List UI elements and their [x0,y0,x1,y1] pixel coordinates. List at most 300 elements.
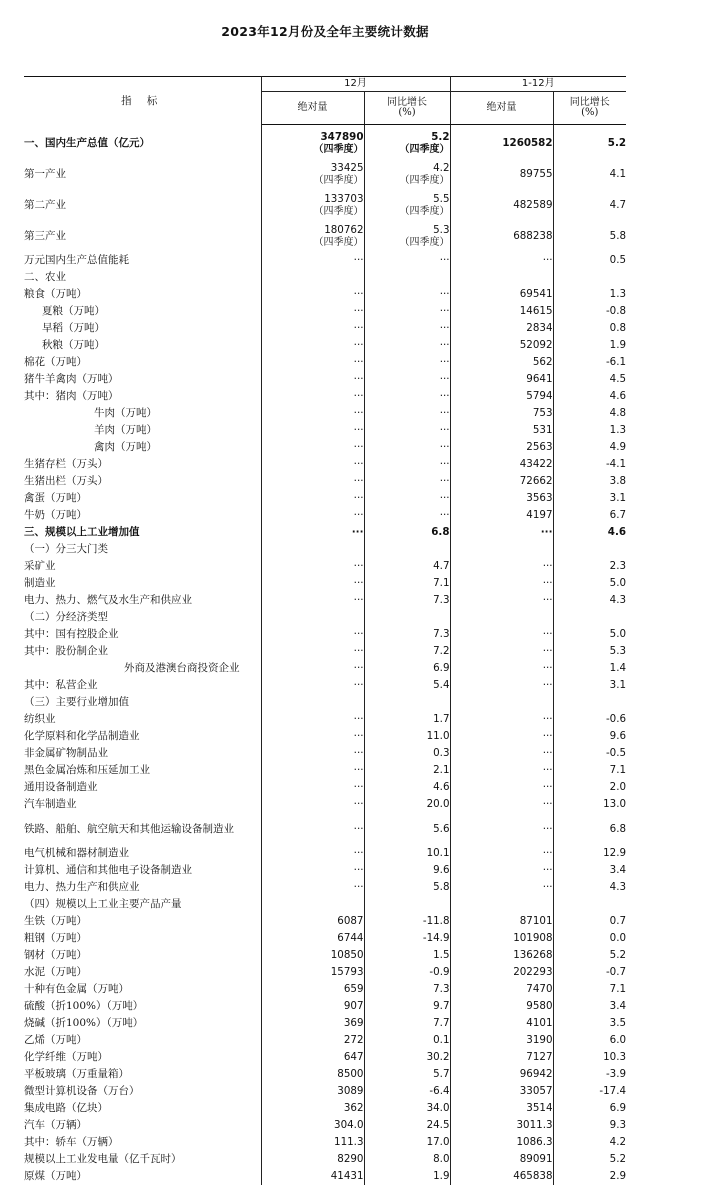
ytd-yoy-cell: 9.6 [609,730,627,743]
month-abs-cell: ··· [261,879,364,896]
ytd-yoy-cell: 5.0 [609,628,627,641]
table-row [24,981,626,998]
quarter-note: （四季度） [399,205,450,217]
month-abs-cell [261,269,364,286]
table-row [24,1134,626,1151]
ytd-yoy-cell: 4.3 [609,594,627,607]
month-abs-cell: 659 [261,981,364,998]
quarter-note: （四季度） [399,236,450,248]
ytd-yoy-cell: 12.9 [603,847,627,860]
ytd-abs-cell: ··· [450,728,553,745]
row-label: 黑色金属冶炼和压延加工业 [24,762,261,779]
row-label: 化学纤维（万吨） [24,1049,261,1066]
month-abs-cell: 8290 [261,1151,364,1168]
table-row [24,1083,626,1100]
month-yoy-cell [364,269,450,286]
month-abs-cell: ··· [261,592,364,609]
header-indicator: 指 标 [24,77,261,125]
ytd-yoy-cell: 4.7 [609,199,627,212]
row-label: 十种有色金属（万吨） [24,981,261,998]
table-row [24,896,626,913]
table-row [24,337,626,354]
row-label: 生铁（万吨） [24,913,261,930]
row-label: 第一产业 [24,159,261,190]
ytd-abs-cell: 69541 [450,286,553,303]
ytd-abs-cell: ··· [450,845,553,862]
ytd-yoy-cell: -6.1 [605,356,627,369]
ytd-yoy-cell: 2.0 [609,781,627,794]
month-yoy-cell: ··· [364,252,450,269]
table-row [24,159,626,190]
month-abs-cell: ··· [261,711,364,728]
row-label: 粮食（万吨） [24,286,261,303]
row-label: 二、农业 [24,269,261,286]
table-row [24,694,626,711]
month-abs-cell: ··· [261,320,364,337]
month-abs-cell: 362 [261,1100,364,1117]
table-row [24,796,626,813]
month-abs-cell: ··· [261,862,364,879]
month-yoy-cell: ··· [364,422,450,439]
month-yoy-cell [364,609,450,626]
ytd-yoy-cell: 5.3 [609,645,627,658]
ytd-abs-cell: 136268 [450,947,553,964]
ytd-yoy-cell: 3.8 [609,475,627,488]
month-abs-cell: ··· [261,507,364,524]
table-row [24,609,626,626]
month-abs-cell: 111.3 [261,1134,364,1151]
month-abs-cell: 272 [261,1032,364,1049]
ytd-abs-cell: 531 [450,422,553,439]
month-abs-cell: ··· [261,490,364,507]
month-yoy-cell: 17.0 [364,1134,450,1151]
row-label: 制造业 [24,575,261,592]
month-abs-cell: ··· [261,524,364,541]
row-label: 汽车制造业 [24,796,261,813]
month-yoy-cell: 7.1 [364,575,450,592]
table-row [24,405,626,422]
month-yoy-cell: 9.6 [364,862,450,879]
month-yoy-cell: ··· [364,456,450,473]
ytd-abs-cell: ··· [450,745,553,762]
month-abs-cell: 907 [261,998,364,1015]
ytd-abs-cell: ··· [450,796,553,813]
row-label: 硫酸（折100%）（万吨） [24,998,261,1015]
row-label: 其中：国有控股企业 [24,626,261,643]
ytd-yoy-cell: 7.1 [609,764,627,777]
ytd-yoy-cell: 3.1 [609,679,627,692]
ytd-abs-cell: 3011.3 [450,1117,553,1134]
ytd-yoy-cell: -3.9 [605,1068,627,1081]
ytd-abs-cell [450,269,553,286]
month-yoy-cell: 7.7 [364,1015,450,1032]
table-row [24,964,626,981]
month-abs-cell: ··· [261,796,364,813]
ytd-abs-cell: ··· [450,252,553,269]
ytd-yoy-cell: 0.0 [609,932,627,945]
month-yoy-cell: 1.7 [364,711,450,728]
ytd-yoy-cell: 4.6 [607,526,627,539]
ytd-yoy-cell: 4.3 [609,881,627,894]
header-month: 12月 [261,77,450,92]
row-label: 其中：私营企业 [24,677,261,694]
month-yoy-cell [364,896,450,913]
ytd-abs-cell: 2563 [450,439,553,456]
quarter-note: （四季度） [399,174,450,186]
table-row [24,541,626,558]
month-yoy-cell: ··· [364,320,450,337]
row-label: 通用设备制造业 [24,779,261,796]
row-label: 羊肉（万吨） [24,422,261,439]
table-row [24,286,626,303]
ytd-abs-cell: ··· [450,575,553,592]
statistics-table [24,76,626,1185]
row-label: 电气机械和器材制造业 [24,845,261,862]
month-abs-cell: ··· [261,660,364,677]
month-yoy-cell: 5.7 [364,1066,450,1083]
row-label: 非金属矿物制品业 [24,745,261,762]
table-row [24,439,626,456]
month-yoy-cell: 10.1 [364,845,450,862]
row-label: 粗钢（万吨） [24,930,261,947]
table-row [24,575,626,592]
month-abs-cell: ··· [261,286,364,303]
month-abs-cell: ··· [261,779,364,796]
row-label: 禽蛋（万吨） [24,490,261,507]
month-abs-cell: ··· [261,745,364,762]
ytd-yoy-cell: 10.3 [603,1051,627,1064]
month-abs-cell: 41431 [261,1168,364,1185]
month-abs-cell: ··· [261,813,364,845]
table-row [24,1015,626,1032]
row-label: 其中：股份制企业 [24,643,261,660]
ytd-abs-cell: 753 [450,405,553,422]
table-row [24,728,626,745]
ytd-yoy-cell: 4.5 [609,373,627,386]
month-abs-cell: ··· [261,677,364,694]
ytd-yoy-cell: 0.7 [609,915,627,928]
month-yoy-cell: 5.3 （四季度） [364,221,450,252]
row-label: 电力、热力生产和供应业 [24,879,261,896]
row-label: 纺织业 [24,711,261,728]
ytd-abs-cell: 101908 [450,930,553,947]
month-yoy-cell: 4.2 （四季度） [364,159,450,190]
row-label: 牛奶（万吨） [24,507,261,524]
month-abs-cell: 647 [261,1049,364,1066]
ytd-abs-cell: ··· [450,879,553,896]
ytd-yoy-cell: -0.6 [605,713,627,726]
table-row [24,1032,626,1049]
ytd-yoy-cell: 3.4 [609,864,627,877]
ytd-abs-cell: 9641 [450,371,553,388]
month-yoy-cell: 7.3 [364,592,450,609]
month-abs-cell: ··· [261,388,364,405]
month-yoy-cell: -6.4 [364,1083,450,1100]
month-abs-cell: 369 [261,1015,364,1032]
month-abs-cell: ··· [261,575,364,592]
ytd-yoy-cell: -17.4 [599,1085,627,1098]
ytd-abs-cell: 1086.3 [450,1134,553,1151]
ytd-abs-cell: 1260582 [450,128,553,159]
month-yoy-cell: -0.9 [364,964,450,981]
month-abs-cell: ··· [261,626,364,643]
row-label: 牛肉（万吨） [24,405,261,422]
ytd-yoy-cell: 7.1 [609,983,627,996]
month-yoy-cell: 7.3 [364,626,450,643]
month-yoy-cell: 1.9 [364,1168,450,1185]
ytd-yoy-cell: 5.2 [609,949,627,962]
ytd-yoy-cell [553,896,626,913]
row-label: 早稻（万吨） [24,320,261,337]
row-label: 原煤（万吨） [24,1168,261,1185]
table-row [24,128,626,159]
ytd-abs-cell: 3514 [450,1100,553,1117]
ytd-abs-cell: ··· [450,862,553,879]
row-label: 铁路、船舶、航空航天和其他运输设备制造业 [24,813,261,845]
ytd-abs-cell: ··· [450,677,553,694]
ytd-abs-cell: ··· [450,626,553,643]
ytd-abs-cell: 14615 [450,303,553,320]
table-row [24,490,626,507]
month-yoy-cell: 0.3 [364,745,450,762]
month-yoy-cell: ··· [364,490,450,507]
ytd-yoy-cell: 3.5 [609,1017,627,1030]
month-abs-cell: ··· [261,252,364,269]
table-row [24,221,626,252]
ytd-yoy-cell: 5.2 [609,1153,627,1166]
month-yoy-cell: ··· [364,405,450,422]
month-yoy-cell: ··· [364,388,450,405]
table-row [24,524,626,541]
month-yoy-cell: -14.9 [364,930,450,947]
ytd-yoy-cell: 2.3 [609,560,627,573]
month-yoy-cell: 24.5 [364,1117,450,1134]
table-row [24,354,626,371]
ytd-abs-cell: 7470 [450,981,553,998]
table-row [24,660,626,677]
ytd-abs-cell: 4101 [450,1015,553,1032]
table-row [24,252,626,269]
row-label: 电力、热力、燃气及水生产和供应业 [24,592,261,609]
table-row [24,762,626,779]
ytd-yoy-cell [553,541,626,558]
quarter-note: （四季度） [313,174,364,186]
month-yoy-cell: 5.8 [364,879,450,896]
month-abs-cell: ··· [261,422,364,439]
month-yoy-cell: 8.0 [364,1151,450,1168]
table-row [24,1168,626,1185]
ytd-abs-cell: 9580 [450,998,553,1015]
row-label: 其中：猪肉（万吨） [24,388,261,405]
month-yoy-cell: 1.5 [364,947,450,964]
ytd-abs-cell: ··· [450,660,553,677]
month-yoy-cell: 20.0 [364,796,450,813]
table-row [24,845,626,862]
table-row [24,643,626,660]
month-yoy-cell: 4.7 [364,558,450,575]
month-abs-cell: ··· [261,558,364,575]
row-label: 烧碱（折100%）（万吨） [24,1015,261,1032]
table-row [24,998,626,1015]
row-label: 其中：轿车（万辆） [24,1134,261,1151]
table-row [24,813,626,845]
month-yoy-cell: 34.0 [364,1100,450,1117]
header-ytd: 1-12月 [450,77,626,92]
month-abs-cell: ··· [261,303,364,320]
ytd-yoy-cell: 6.8 [609,822,627,835]
ytd-abs-cell: 7127 [450,1049,553,1066]
month-abs-cell: ··· [261,456,364,473]
row-label: （三）主要行业增加值 [24,694,261,711]
row-label: 汽车（万辆） [24,1117,261,1134]
ytd-abs-cell: ··· [450,762,553,779]
ytd-yoy-cell: 1.9 [609,339,627,352]
table-row [24,507,626,524]
row-label: （二）分经济类型 [24,609,261,626]
month-abs-cell: 180762 （四季度） [261,221,364,252]
ytd-abs-cell: 89755 [450,159,553,190]
row-label: 采矿业 [24,558,261,575]
header-month-abs: 绝对量 [261,92,364,125]
month-yoy-cell: ··· [364,337,450,354]
month-abs-cell: 347890 （四季度） [261,128,364,159]
month-yoy-cell: ··· [364,303,450,320]
month-abs-cell: ··· [261,371,364,388]
ytd-abs-cell: ··· [450,813,553,845]
table-row [24,473,626,490]
ytd-abs-cell: 2834 [450,320,553,337]
table-row [24,947,626,964]
month-abs-cell: 133703 （四季度） [261,190,364,221]
ytd-yoy-cell: 6.9 [609,1102,627,1115]
month-yoy-cell: ··· [364,354,450,371]
ytd-yoy-cell: 1.4 [609,662,627,675]
ytd-abs-cell [450,896,553,913]
month-abs-cell: ··· [261,439,364,456]
ytd-abs-cell: 3563 [450,490,553,507]
ytd-abs-cell: ··· [450,643,553,660]
table-row [24,913,626,930]
row-label: 平板玻璃（万重量箱） [24,1066,261,1083]
month-yoy-cell: 2.1 [364,762,450,779]
header-month-yoy: 同比增长 (%) [364,92,450,125]
month-abs-cell: ··· [261,337,364,354]
ytd-yoy-cell: -4.1 [605,458,627,471]
ytd-yoy-cell: 9.3 [609,1119,627,1132]
month-yoy-cell: ··· [364,473,450,490]
month-abs-cell: 8500 [261,1066,364,1083]
row-label: 棉花（万吨） [24,354,261,371]
header-ytd-abs: 绝对量 [450,92,553,125]
ytd-abs-cell [450,694,553,711]
table-row [24,677,626,694]
ytd-yoy-cell: 3.1 [609,492,627,505]
ytd-yoy-cell: 4.9 [609,441,627,454]
table-row [24,1117,626,1134]
ytd-yoy-cell: 13.0 [603,798,627,811]
month-abs-cell: ··· [261,643,364,660]
month-yoy-cell: 7.3 [364,981,450,998]
month-abs-cell: ··· [261,473,364,490]
month-abs-cell: ··· [261,762,364,779]
ytd-yoy-cell: -0.5 [605,747,627,760]
ytd-yoy-cell: -0.7 [605,966,627,979]
ytd-abs-cell: 52092 [450,337,553,354]
ytd-abs-cell: ··· [450,711,553,728]
month-yoy-cell: ··· [364,286,450,303]
ytd-yoy-cell: 6.0 [609,1034,627,1047]
month-yoy-cell: ··· [364,371,450,388]
quarter-note: （四季度） [313,205,364,217]
ytd-yoy-cell: 4.8 [609,407,627,420]
row-label: 猪牛羊禽肉（万吨） [24,371,261,388]
month-abs-cell: 33425 （四季度） [261,159,364,190]
ytd-abs-cell [450,609,553,626]
ytd-abs-cell: ··· [450,592,553,609]
row-label: 钢材（万吨） [24,947,261,964]
table-row [24,779,626,796]
ytd-yoy-cell: 4.2 [609,1136,627,1149]
month-yoy-cell: -11.8 [364,913,450,930]
month-yoy-cell: 6.8 [364,524,450,541]
month-yoy-cell: 5.2 （四季度） [364,128,450,159]
row-label: 乙烯（万吨） [24,1032,261,1049]
ytd-abs-cell: 4197 [450,507,553,524]
table-row [24,592,626,609]
month-yoy-cell: 9.7 [364,998,450,1015]
table-row [24,862,626,879]
row-label: 化学原料和化学品制造业 [24,728,261,745]
row-label: 万元国内生产总值能耗 [24,252,261,269]
month-yoy-cell: ··· [364,507,450,524]
month-abs-cell: ··· [261,845,364,862]
month-abs-cell: 15793 [261,964,364,981]
row-label: （四）规模以上工业主要产品产量 [24,896,261,913]
month-abs-cell: 304.0 [261,1117,364,1134]
table-row [24,320,626,337]
table-row [24,388,626,405]
month-abs-cell [261,896,364,913]
table-row [24,269,626,286]
quarter-note: （四季度） [313,236,364,248]
ytd-abs-cell: 96942 [450,1066,553,1083]
row-label: 一、国内生产总值（亿元） [24,128,261,159]
month-abs-cell: ··· [261,354,364,371]
table-body [24,125,626,1185]
ytd-abs-cell: 33057 [450,1083,553,1100]
ytd-abs-cell: 482589 [450,190,553,221]
table-row [24,1151,626,1168]
row-label: 集成电路（亿块） [24,1100,261,1117]
ytd-yoy-cell: 5.8 [609,230,627,243]
ytd-yoy-cell: 5.2 [607,137,627,150]
row-label: 第二产业 [24,190,261,221]
month-abs-cell: 6744 [261,930,364,947]
ytd-yoy-cell [553,694,626,711]
month-yoy-cell: 30.2 [364,1049,450,1066]
table-row [24,190,626,221]
table-row [24,1049,626,1066]
month-yoy-cell [364,541,450,558]
ytd-yoy-cell: 0.5 [609,254,627,267]
ytd-abs-cell: 43422 [450,456,553,473]
ytd-abs-cell: 202293 [450,964,553,981]
ytd-abs-cell: 5794 [450,388,553,405]
table-row [24,1066,626,1083]
quarter-note: （四季度） [399,143,450,155]
ytd-yoy-cell: 2.9 [609,1170,627,1183]
month-abs-cell [261,609,364,626]
